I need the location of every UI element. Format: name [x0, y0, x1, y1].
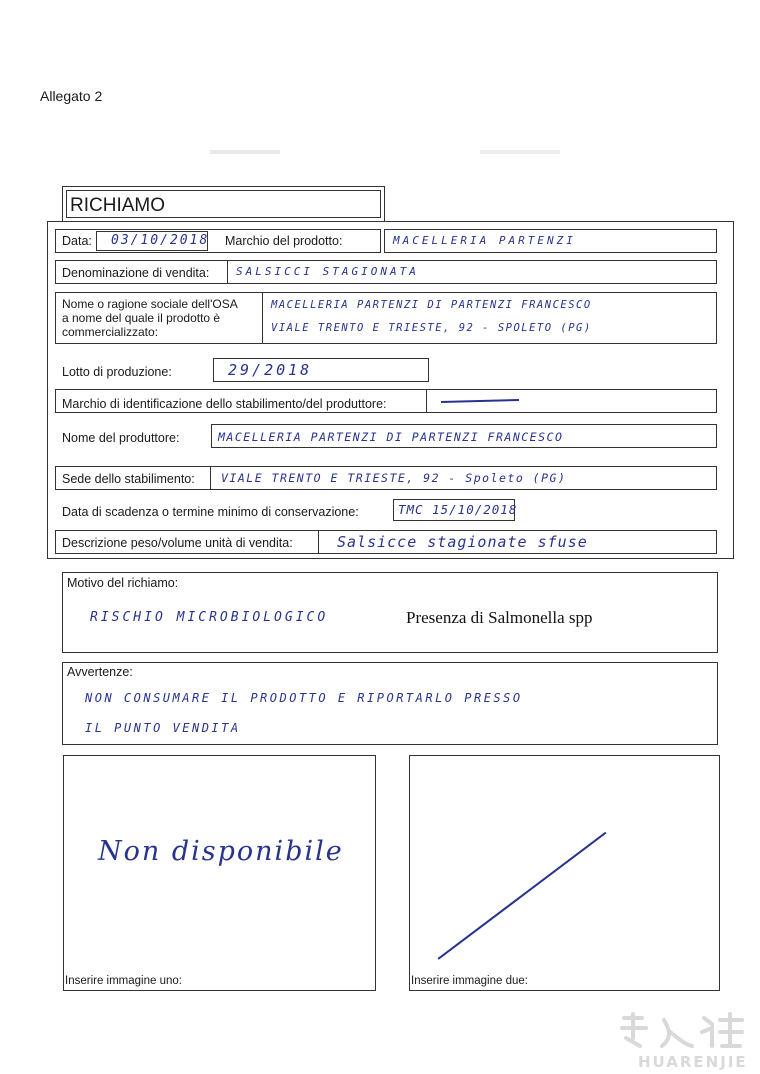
- data-label: Data:: [62, 234, 92, 248]
- brand-label: Marchio del prodotto:: [225, 234, 343, 248]
- osa-value-line1: MACELLERIA PARTENZI DI PARTENZI FRANCESCO: [271, 299, 592, 311]
- recall-reason-label: Motivo del richiamo:: [67, 576, 179, 590]
- osa-label-line1: Nome o ragione sociale dell'OSA: [62, 297, 238, 311]
- identification-dash: [441, 399, 519, 403]
- sales-name-value: SALSICCI STAGIONATA: [236, 265, 419, 278]
- identification-field: [426, 389, 717, 413]
- lot-value: 29/2018: [228, 361, 313, 379]
- osa-label-line3: commercializzato:: [62, 325, 159, 339]
- attachment-label: Allegato 2: [40, 88, 103, 104]
- sales-name-label: Denominazione di vendita:: [62, 266, 210, 280]
- sales-name-field: [227, 260, 717, 284]
- lot-label: Lotto di produzione:: [62, 365, 172, 379]
- osa-value-line2: VIALE TRENTO E TRIESTE, 92 - SPOLETO (PG): [271, 322, 592, 334]
- warnings-line2: IL PUNTO VENDITA: [85, 721, 241, 735]
- description-label: Descrizione peso/volume unità di vendita:: [62, 536, 293, 550]
- expiry-label: Data di scadenza o termine minimo di conservazione:: [62, 505, 359, 519]
- site-label: Sede dello stabilimento:: [62, 472, 195, 486]
- image-box-one: [63, 755, 376, 991]
- recall-reason-box: [62, 572, 718, 653]
- recall-reason-handwritten: RISCHIO MICROBIOLOGICO: [90, 610, 329, 625]
- image-box-two: [409, 755, 720, 991]
- warnings-line1: NON CONSUMARE IL PRODOTTO E RIPORTARLO PRESSO: [85, 691, 523, 705]
- warnings-box: [62, 662, 718, 745]
- brand-field: [384, 229, 717, 253]
- site-field: [210, 466, 717, 490]
- recall-reason-typed: Presenza di Salmonella spp: [406, 608, 593, 627]
- data-field: [96, 231, 208, 251]
- image-one-note: Non disponibile: [98, 836, 344, 867]
- title-inner-box: [66, 190, 381, 218]
- osa-label-line2: a nome del quale il prodotto è: [62, 311, 221, 325]
- image-two-slash-mark: [438, 832, 607, 960]
- producer-field: [211, 424, 717, 448]
- producer-label: Nome del produttore:: [62, 431, 180, 445]
- image-two-label: Inserire immagine due:: [411, 975, 528, 987]
- watermark-logo: [612, 1010, 752, 1070]
- producer-value: MACELLERIA PARTENZI DI PARTENZI FRANCESCO: [218, 430, 564, 444]
- lot-field: [213, 358, 429, 382]
- page-title: RICHIAMO: [70, 195, 165, 216]
- watermark-text: HUARENJIE: [638, 1053, 748, 1071]
- bleed-through-mark: [480, 150, 560, 154]
- brand-value: MACELLERIA PARTENZI: [393, 234, 576, 247]
- expiry-field: [393, 499, 518, 521]
- description-field: [318, 530, 717, 554]
- image-one-label: Inserire immagine uno:: [65, 975, 182, 987]
- watermark-glyph-icon: [612, 1010, 752, 1050]
- site-value: VIALE TRENTO E TRIESTE, 92 - Spoleto (PG): [221, 471, 567, 485]
- expiry-value: TMC 15/10/2018: [398, 502, 518, 517]
- description-value: Salsicce stagionate sfuse: [337, 533, 588, 551]
- bleed-through-mark: [210, 150, 280, 154]
- warnings-label: Avvertenze:: [67, 665, 133, 679]
- osa-field: [262, 292, 717, 344]
- identification-label: Marchio di identificazione dello stabilimento/del produttore:: [62, 397, 387, 411]
- title-box: [62, 186, 385, 222]
- data-value: 03/10/2018: [111, 233, 210, 248]
